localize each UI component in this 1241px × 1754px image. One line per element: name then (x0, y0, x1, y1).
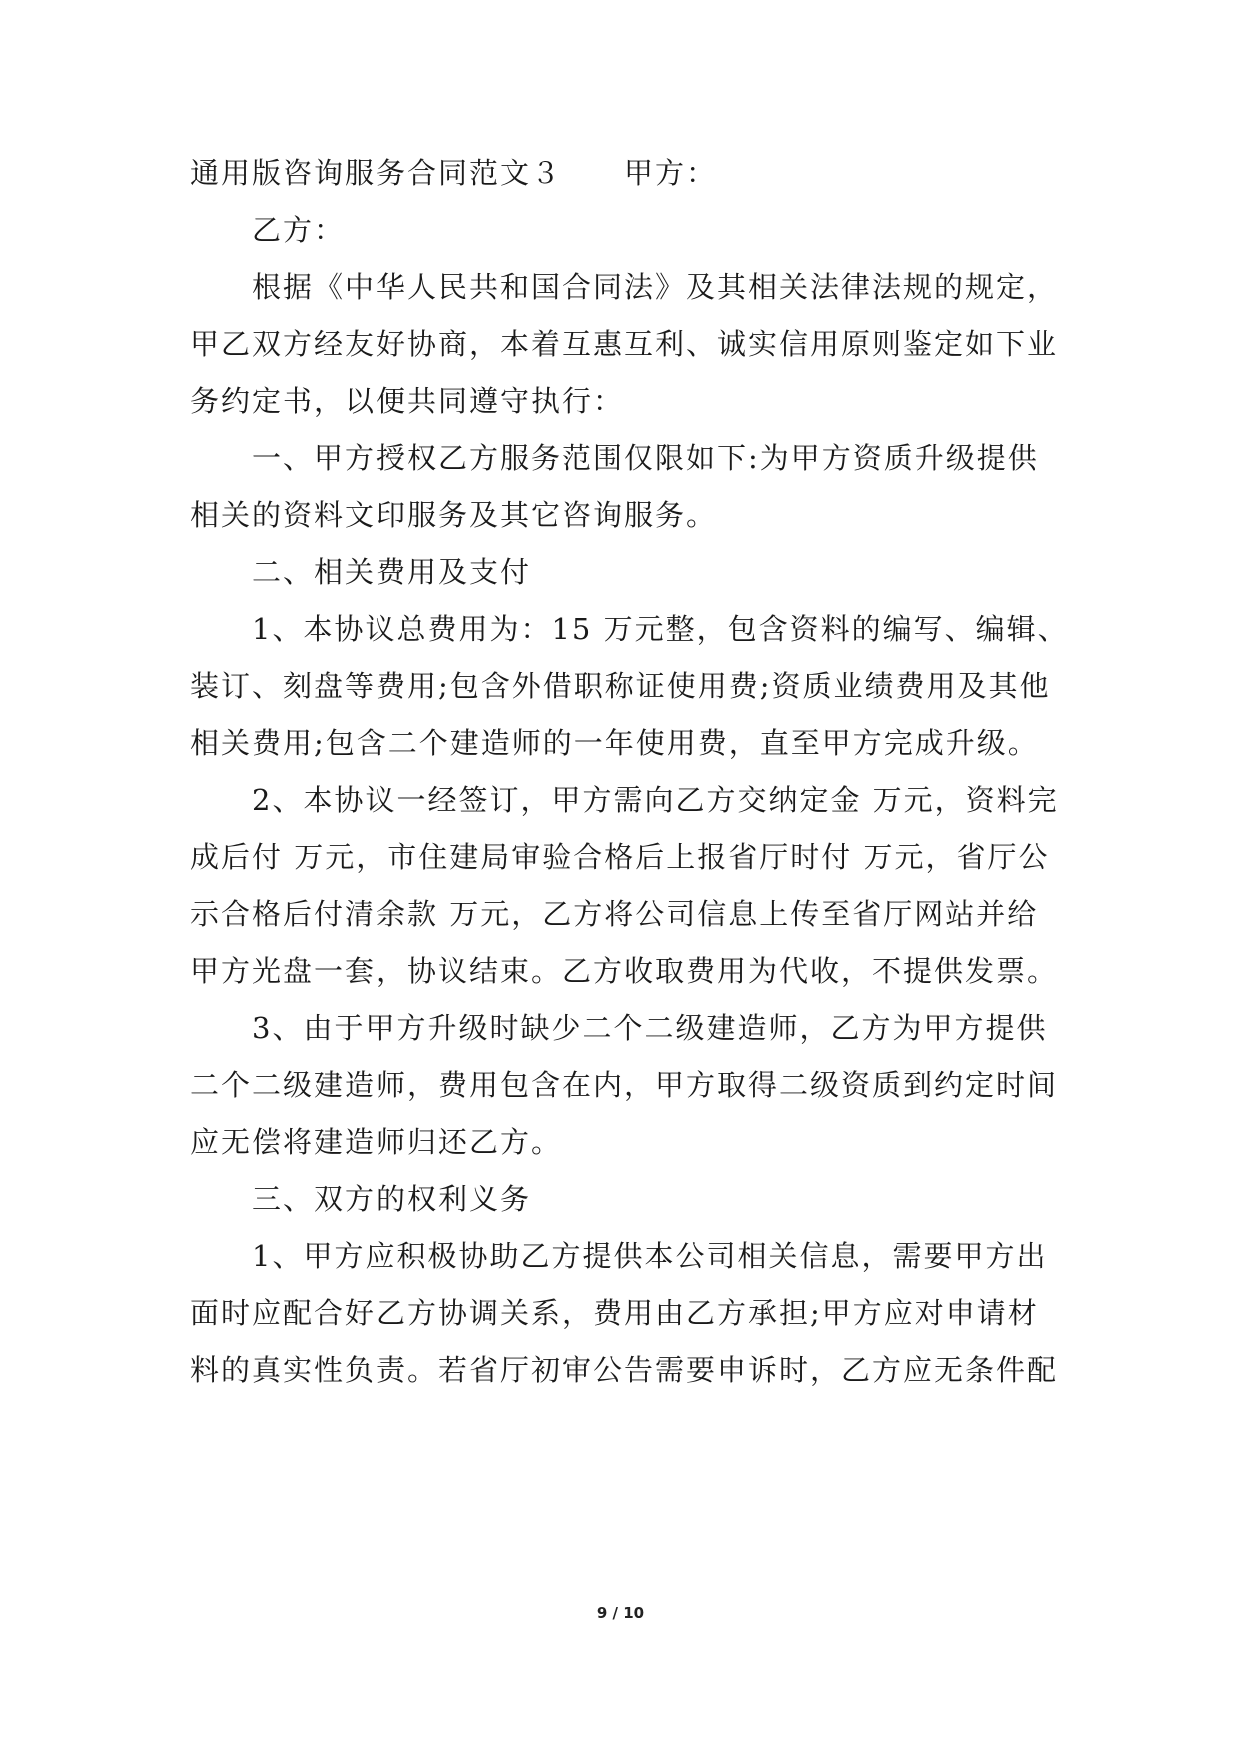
paragraph-line: 1、本协议总费用为：15 万元整，包含资料的编写、编辑、 (252, 612, 1069, 646)
paragraph-line: 甲方光盘一套，协议结束。乙方收取费用为代收，不提供发票。 (190, 954, 1059, 988)
paragraph-line: 成后付 万元，市住建局审验合格后上报省厅时付 万元，省厅公 (190, 840, 1050, 874)
paragraph-line: 相关的资料文印服务及其它咨询服务。 (190, 498, 718, 532)
paragraph-line: 应无偿将建造师归还乙方。 (190, 1125, 563, 1159)
paragraph-line: 2、本协议一经签订，甲方需向乙方交纳定金 万元，资料完 (252, 783, 1059, 817)
paragraph-line: 甲乙双方经友好协商，本着互惠互利、诚实信用原则鉴定如下业 (190, 327, 1059, 361)
paragraph-line: 根据《中华人民共和国合同法》及其相关法律法规的规定， (252, 270, 1059, 304)
paragraph-line: 示合格后付清余款 万元，乙方将公司信息上传至省厅网站并给 (190, 897, 1039, 931)
paragraph-line: 一、甲方授权乙方服务范围仅限如下:为甲方资质升级提供 (252, 441, 1039, 475)
section-heading: 二、相关费用及支付 (252, 555, 532, 589)
paragraph-line: 1、甲方应积极协助乙方提供本公司相关信息，需要甲方出 (252, 1239, 1048, 1273)
paragraph-line: 务约定书，以便共同遵守执行： (190, 384, 625, 418)
paragraph-line: 面时应配合好乙方协调关系，费用由乙方承担;甲方应对申请材 (190, 1296, 1039, 1330)
party-b-line: 乙方： (252, 213, 346, 247)
paragraph-line: 料的真实性负责。若省厅初审公告需要申诉时，乙方应无条件配 (190, 1353, 1059, 1387)
paragraph-line: 二个二级建造师，费用包含在内，甲方取得二级资质到约定时间 (190, 1068, 1059, 1102)
page-number: 9 / 10 (596, 1604, 645, 1622)
doc-title-line: 通用版咨询服务合同范文３ 甲方： (190, 156, 718, 190)
paragraph-line: 3、由于甲方升级时缺少二个二级建造师，乙方为甲方提供 (252, 1011, 1048, 1045)
paragraph-line: 相关费用;包含二个建造师的一年使用费，直至甲方完成升级。 (190, 726, 1039, 760)
paragraph-line: 装订、刻盘等费用;包含外借职称证使用费;资质业绩费用及其他 (190, 669, 1051, 703)
section-heading: 三、双方的权利义务 (252, 1182, 532, 1216)
